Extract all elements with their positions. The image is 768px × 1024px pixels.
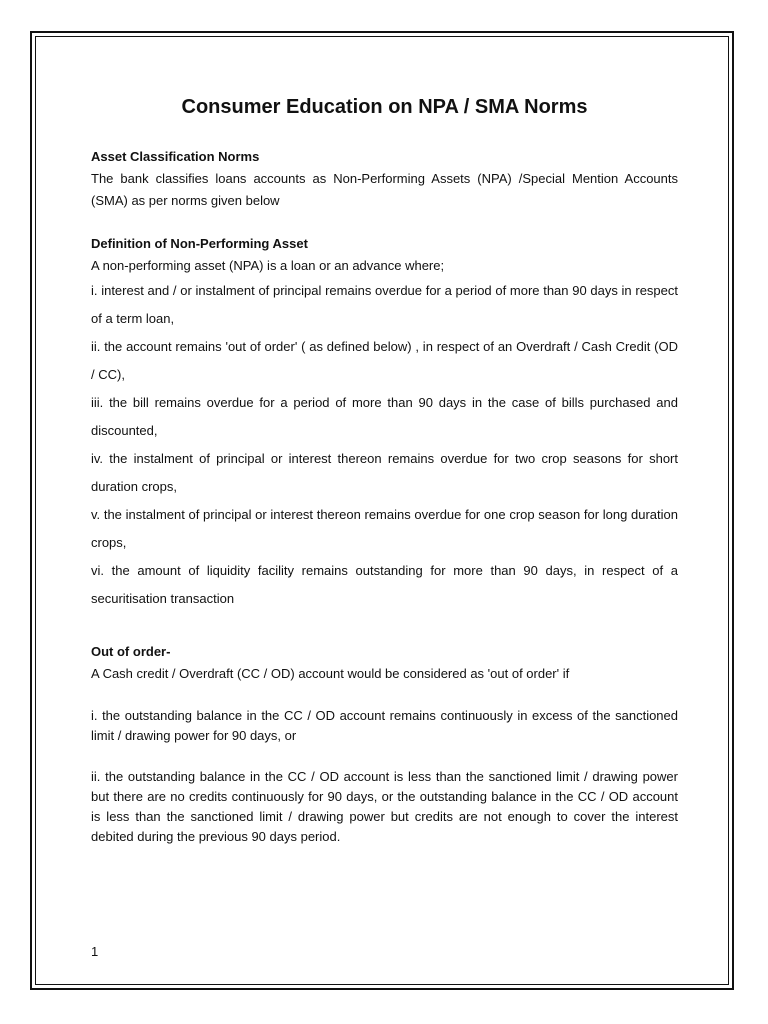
list-item: i. interest and / or instalment of principal remains overdue for a period of more than 90 days in respect of a term loan, — [91, 283, 678, 326]
section-text: The bank classifies loans accounts as Non-Performing Assets (NPA) /Special Mention Accounts (SMA) as per norms given below — [91, 171, 678, 208]
document-body — [91, 93, 678, 847]
document-title: Consumer Education on NPA / SMA Norms — [181, 96, 588, 118]
section-intro: A non-performing asset (NPA) is a loan or an advance where; — [91, 258, 445, 273]
page-number: 1 — [91, 944, 99, 959]
list-item: ii. the outstanding balance in the CC / OD account is less than the sanctioned limit / drawing power but there are no credits continuously for 90 days, or the outstanding balance in the CC / OD account is less than the sanctioned limit / drawing power but credits are not enough to cover the interest debited during the previous 90 days period. — [91, 769, 678, 844]
section-npa-definition — [91, 233, 678, 613]
list-item: iii. the bill remains overdue for a period of more than 90 days in the case of bills purchased and discounted, — [91, 395, 678, 438]
section-heading: Asset Classification Norms — [91, 149, 260, 164]
list-item: v. the instalment of principal or interest thereon remains overdue for one crop season for long duration crops, — [91, 507, 678, 550]
list-item: iv. the instalment of principal or interest thereon remains overdue for two crop seasons for short duration crops, — [91, 451, 678, 494]
list-item: ii. the account remains 'out of order' ( as defined below) , in respect of an Overdraft / Cash Credit (OD / CC), — [91, 339, 678, 382]
section-asset-classification — [91, 146, 678, 212]
section-intro: A Cash credit / Overdraft (CC / OD) account would be considered as 'out of order' if — [91, 666, 570, 681]
list-item: i. the outstanding balance in the CC / OD account remains continuously in excess of the sanctioned limit / drawing power for 90 days, or — [91, 708, 678, 743]
list-item: vi. the amount of liquidity facility remains outstanding for more than 90 days, in respect of a securitisation transaction — [91, 563, 678, 606]
section-heading: Definition of Non-Performing Asset — [91, 236, 308, 251]
section-out-of-order — [91, 641, 678, 847]
section-heading: Out of order- — [91, 644, 171, 659]
